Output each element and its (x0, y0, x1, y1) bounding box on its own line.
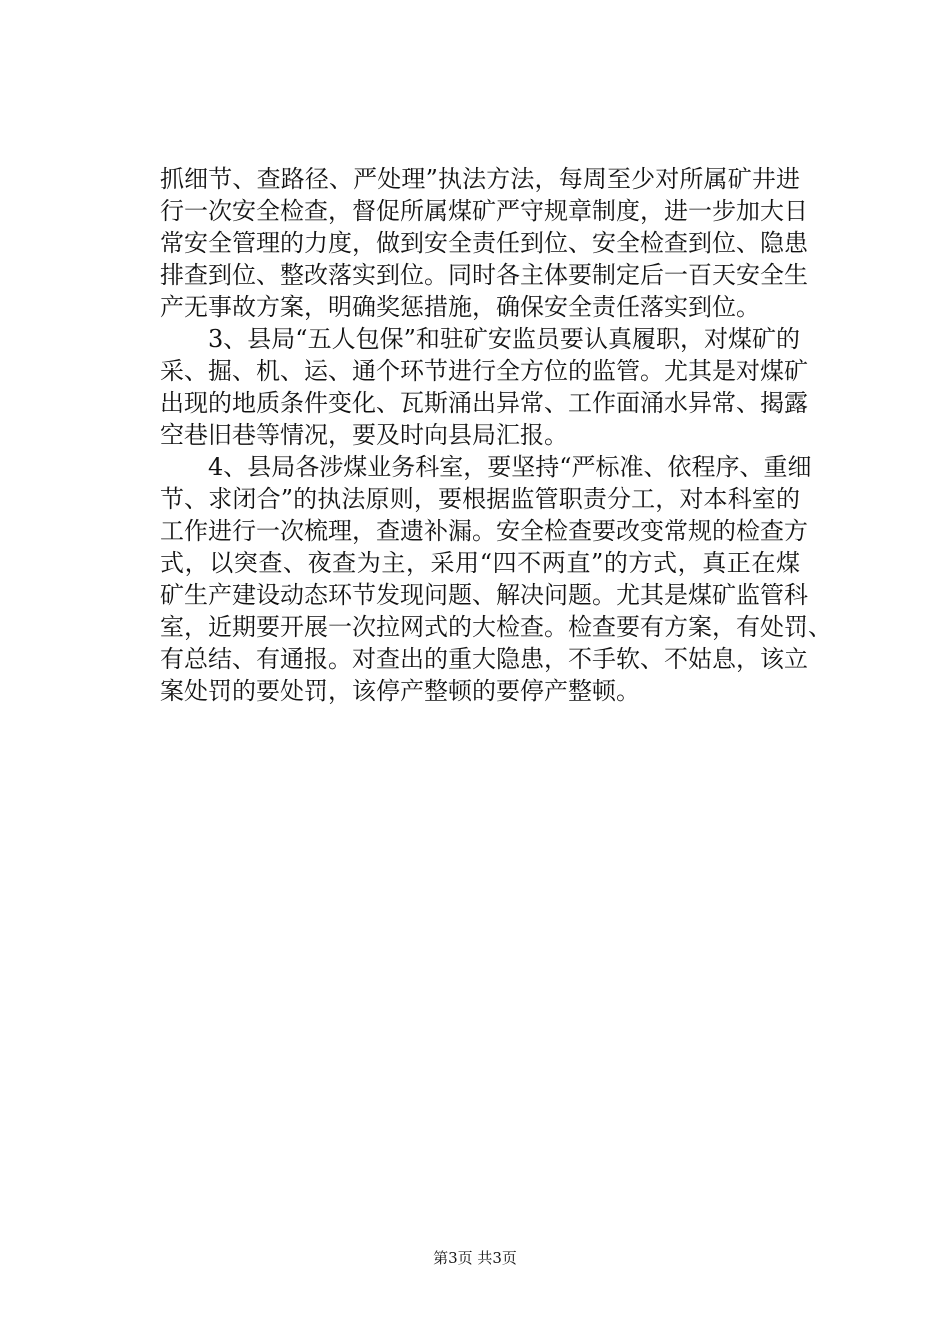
paragraph-3-line-6: 室，近期要开展一次拉网式的大检查。检查要有方案，有处罚、 (160, 613, 832, 641)
page-number-label: 第3页 共3页 (433, 1249, 517, 1267)
paragraph-1-line-3: 常安全管理的力度，做到安全责任到位、安全检查到位、隐患 (160, 229, 808, 257)
paragraph-1-line-4: 排查到位、整改落实到位。同时各主体要制定后一百天安全生 (160, 261, 808, 289)
paragraph-3-line-2: 节、求闭合”的执法原则，要根据监管职责分工，对本科室的 (160, 485, 800, 513)
paragraph-1-line-1: 抓细节、查路径、严处理”执法方法，每周至少对所属矿井进 (160, 165, 800, 193)
paragraph-1-line-2: 行一次安全检查，督促所属煤矿严守规章制度，进一步加大日 (160, 197, 808, 225)
paragraph-2-line-4: 空巷旧巷等情况，要及时向县局汇报。 (160, 421, 568, 449)
paragraph-3-line-7: 有总结、有通报。对查出的重大隐患，不手软、不姑息，该立 (160, 645, 808, 673)
paragraph-3-line-8: 案处罚的要处罚，该停产整顿的要停产整顿。 (160, 677, 640, 705)
paragraph-3-line-4: 式，以突查、夜查为主，采用“四不两直”的方式，真正在煤 (160, 549, 800, 577)
page-footer (0, 1248, 950, 1268)
paragraph-2-line-3: 出现的地质条件变化、瓦斯涌出异常、工作面涌水异常、揭露 (160, 389, 808, 417)
paragraph-3-line-1: 4、县局各涉煤业务科室，要坚持“严标准、依程序、重细 (160, 453, 812, 481)
paragraph-3-line-5: 矿生产建设动态环节发现问题、解决问题。尤其是煤矿监管科 (160, 581, 808, 609)
paragraph-3-line-3: 工作进行一次梳理，查遗补漏。安全检查要改变常规的检查方 (160, 517, 808, 545)
paragraph-2-line-2: 采、掘、机、运、通个环节进行全方位的监管。尤其是对煤矿 (160, 357, 808, 385)
document-body (160, 163, 832, 707)
paragraph-1-line-5: 产无事故方案，明确奖惩措施，确保安全责任落实到位。 (160, 293, 760, 321)
paragraph-2-line-1: 3、县局“五人包保”和驻矿安监员要认真履职，对煤矿的 (160, 325, 800, 353)
